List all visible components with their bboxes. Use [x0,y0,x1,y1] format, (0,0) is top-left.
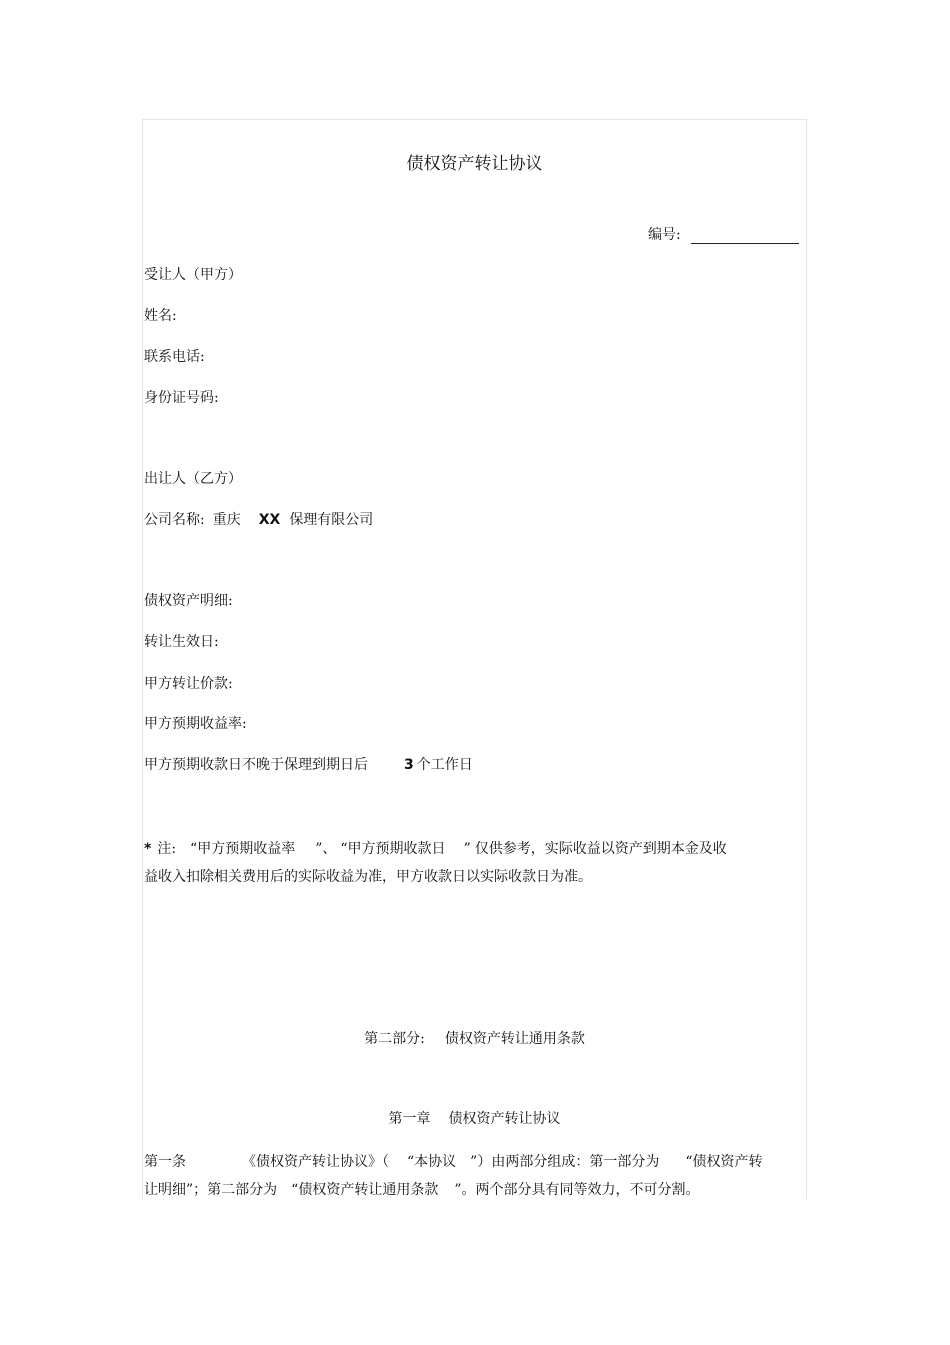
note-quote-yield: “甲方预期收益率 [190,841,296,857]
transferee-phone-label: 联系电话: [144,349,205,365]
article-one-line-1 [144,1153,763,1171]
collection-suffix: 个工作日 [416,757,473,773]
collection-days: 3 [404,757,414,773]
document-title: 债权资产转让协议 [406,154,543,174]
part-two-label: 第二部分: [364,1031,425,1047]
article-one-line2-c: “债权资产转让通用条款 [291,1182,439,1198]
transferee-name-label: 姓名: [144,308,177,324]
transferee-id-label: 身份证号码: [144,390,219,406]
article-one-line-2 [144,1181,700,1199]
company-xx: XX [258,512,281,528]
chapter-one-heading [142,1110,807,1128]
article-one-seg3: ”）由两部分组成：第一部分为 [470,1154,660,1170]
collection-date-row [144,756,473,774]
serial-number-label: 编号: [648,227,681,243]
note-line-1 [144,840,727,858]
yield-rate-label: 甲方预期收益率: [144,716,247,732]
note-quote-date: “甲方预期收款日 [340,841,446,857]
company-label: 公司名称: [144,512,205,528]
article-one-line2-d: ”。两个部分具有同等效力，不可分割。 [454,1182,700,1198]
article-one-seg2: “本协议 [407,1154,457,1170]
article-one-seg1: 《债权资产转让协议》（ [242,1154,389,1170]
note-quote-date-end: ” [463,841,471,857]
chapter-one-label: 第一章 [388,1111,431,1127]
chapter-one-title: 债权资产转让协议 [448,1111,561,1127]
note-star: * [144,841,152,857]
serial-number-row [648,226,799,244]
company-city: 重庆 [212,512,241,528]
article-one-seg4: “债权资产转 [685,1154,763,1170]
part-two-heading [142,1030,807,1048]
transferor-company-row [144,511,373,529]
serial-number-blank [691,229,799,244]
asset-detail-label: 债权资产明细: [144,593,233,609]
article-one-label: 第一条 [144,1154,186,1170]
note-label: 注: [157,841,177,857]
note-quote-yield-end: ”、 [315,841,337,857]
part-two-title: 债权资产转让通用条款 [444,1031,585,1047]
article-one-line2-b: ”；第二部分为 [186,1182,278,1198]
article-one-line2-a: 让明细 [144,1182,186,1198]
note-line-2: 益收入扣除相关费用后的实际收益为准，甲方收款日以实际收款日为准。 [144,869,592,885]
transferor-heading: 出让人（乙方） [144,471,242,487]
transferee-heading: 受让人（甲方） [144,267,242,283]
company-rest: 保理有限公司 [289,512,374,528]
transfer-price-label: 甲方转让价款: [144,676,233,692]
effective-date-label: 转让生效日: [144,634,219,650]
note-line1-rest: 仅供参考，实际收益以资产到期本金及收 [474,841,727,857]
collection-prefix: 甲方预期收款日不晚于保理到期日后 [144,757,368,773]
